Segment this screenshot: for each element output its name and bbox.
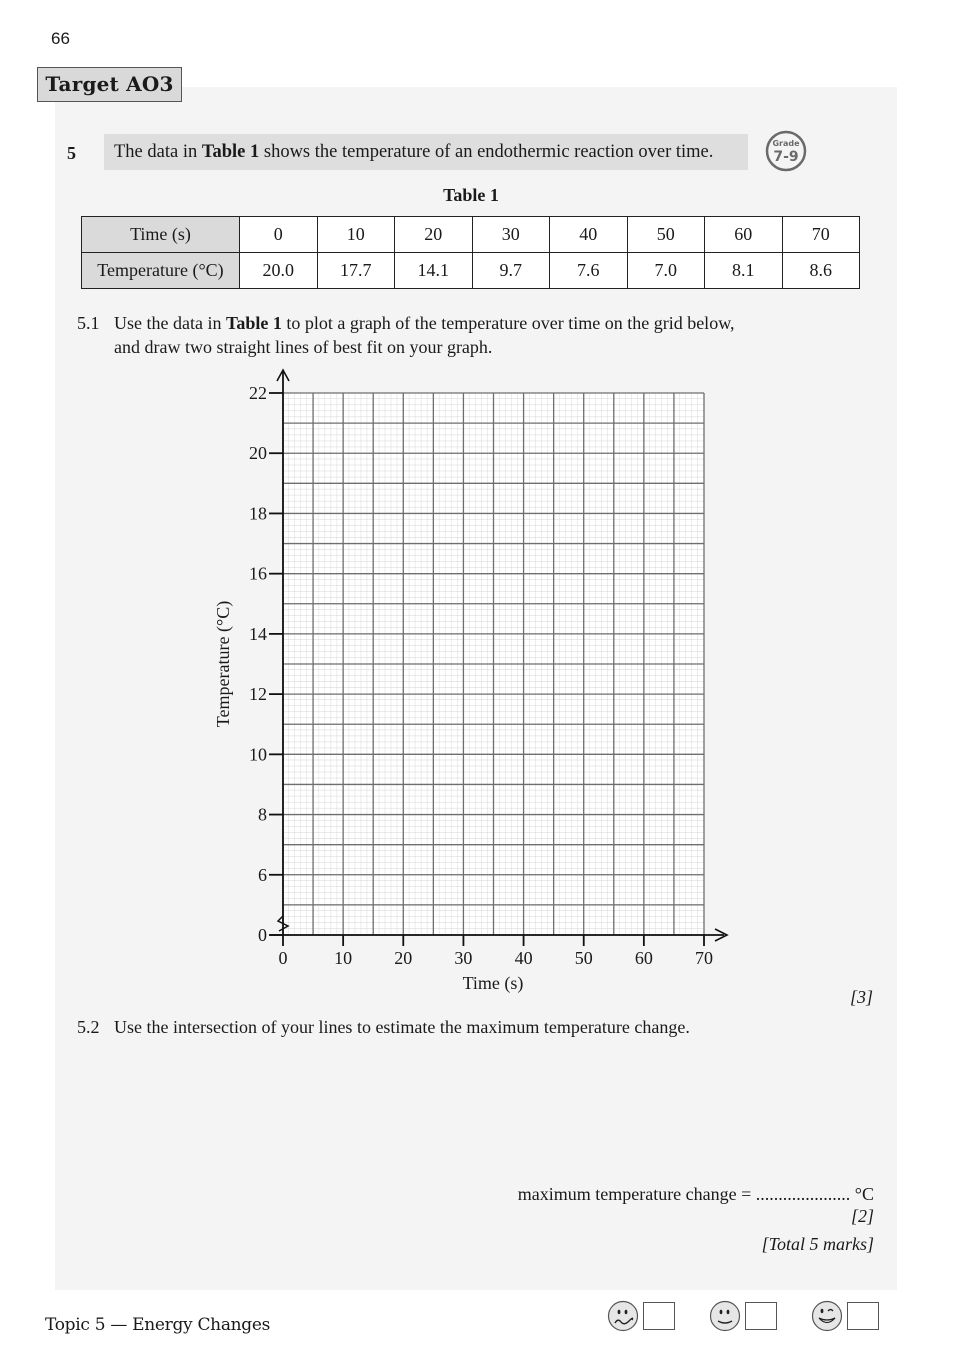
y-axis-label: Temperature (°C) — [213, 600, 233, 728]
page-number: 66 — [51, 29, 70, 48]
x-tick-label: 60 — [634, 948, 653, 968]
confidence-happy[interactable] — [811, 1300, 879, 1332]
table-cell: 10 — [317, 217, 395, 253]
sad-face-icon — [607, 1300, 639, 1332]
happy-wink-face-icon — [811, 1300, 843, 1332]
y-tick-label: 8 — [258, 804, 267, 825]
y-tick-label: 0 — [258, 925, 267, 945]
row-header-time: Time (s) — [82, 217, 240, 253]
y-tick-label: 14 — [249, 623, 267, 644]
answer-field-max-temp-change[interactable]: maximum temperature change = ..................... °C — [517, 1184, 874, 1204]
confidence-sad[interactable] — [607, 1300, 675, 1332]
y-tick-label: 16 — [249, 563, 267, 584]
table-title: Table 1 — [443, 185, 499, 205]
confidence-checkbox[interactable] — [643, 1302, 675, 1330]
svg-text:7-9: 7-9 — [773, 149, 799, 165]
x-tick-label: 70 — [695, 948, 713, 968]
y-tick-label: 12 — [249, 684, 267, 705]
footer-topic: Topic 5 — Energy Changes — [45, 1315, 271, 1335]
neutral-face-icon — [709, 1300, 741, 1332]
confidence-checkbox[interactable] — [847, 1302, 879, 1330]
x-tick-label: 20 — [394, 948, 413, 968]
confidence-neutral[interactable] — [709, 1300, 777, 1332]
table-cell: 7.6 — [550, 253, 628, 289]
x-tick-label: 30 — [454, 948, 473, 968]
table-cell: 14.1 — [395, 253, 473, 289]
y-tick-label: 18 — [249, 503, 267, 524]
table-cell: 40 — [550, 217, 628, 253]
y-tick-label: 22 — [249, 383, 267, 403]
table-cell: 60 — [705, 217, 783, 253]
table-cell: 8.1 — [705, 253, 783, 289]
x-axis-label: Time (s) — [462, 973, 524, 993]
table-cell: 50 — [627, 217, 705, 253]
x-tick-label: 10 — [334, 948, 353, 968]
x-tick-label: 50 — [574, 948, 593, 968]
part-5-2-prompt: 5.2 Use the intersection of your lines to estimate the maximum temperature change. — [77, 1017, 690, 1037]
table-cell: 20.0 — [240, 253, 318, 289]
section-tag: Target AO3 — [37, 67, 182, 102]
x-tick-label: 40 — [514, 948, 533, 968]
part-5-2-marks: [2] — [850, 1206, 874, 1226]
table-cell: 17.7 — [317, 253, 395, 289]
table-cell: 0 — [240, 217, 318, 253]
question-intro: The data in Table 1 shows the temperature of an endothermic reaction over time. — [104, 134, 748, 170]
part-5-1-prompt: 5.1 Use the data in Table 1 to plot a graph of the temperature over time on the grid below, and draw two straight lines of best fit on your graph. — [77, 313, 735, 357]
y-tick-label: 20 — [249, 443, 267, 464]
table-cell: 20 — [395, 217, 473, 253]
y-tick-label: 10 — [249, 744, 267, 765]
part-5-1-marks: [3] — [850, 987, 874, 1007]
confidence-checkbox[interactable] — [745, 1302, 777, 1330]
table-cell: 70 — [782, 217, 860, 253]
table-cell: 7.0 — [627, 253, 705, 289]
row-header-temperature: Temperature (°C) — [82, 253, 240, 289]
total-marks: [Total 5 marks] — [761, 1234, 874, 1254]
table-cell: 8.6 — [782, 253, 860, 289]
question-number: 5 — [67, 143, 76, 163]
table-cell: 30 — [472, 217, 550, 253]
y-tick-label: 6 — [258, 864, 267, 885]
x-tick-label: 0 — [278, 948, 288, 968]
table-cell: 9.7 — [472, 253, 550, 289]
svg-text:Grade: Grade — [772, 139, 800, 148]
